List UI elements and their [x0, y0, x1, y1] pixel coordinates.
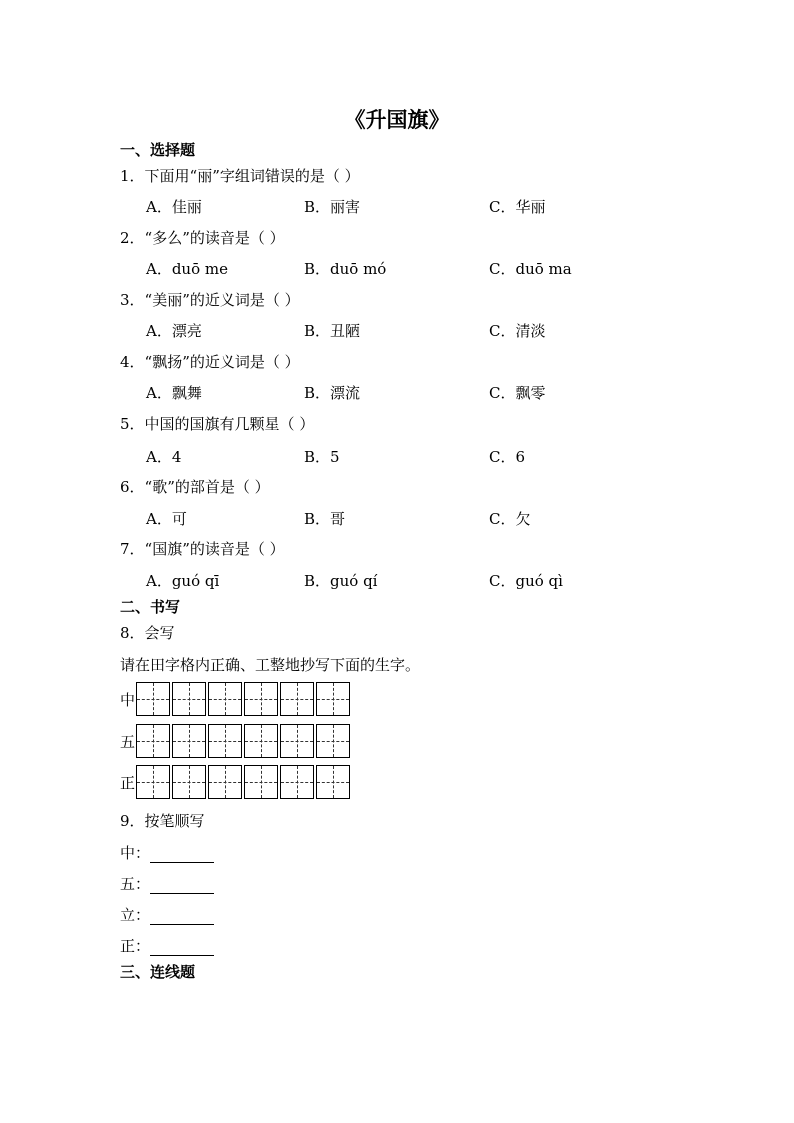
- question-stem: 6．“歌”的部首是（ ）: [120, 478, 270, 496]
- stroke-order-item: [120, 873, 214, 894]
- option-b: B．丑陋: [304, 322, 361, 340]
- stroke-order-item: [120, 842, 214, 863]
- tianzige-cell[interactable]: [244, 765, 278, 799]
- option-a: A．漂亮: [146, 322, 202, 340]
- option-b: B．丽害: [304, 198, 361, 216]
- question-stem: 4．“飘扬”的近义词是（ ）: [120, 353, 300, 371]
- tianzige-cell[interactable]: [316, 765, 350, 799]
- tianzige-cell[interactable]: [136, 724, 170, 758]
- option-c: C．华丽: [489, 198, 546, 216]
- tianzige-cell[interactable]: [208, 765, 242, 799]
- question-stem: 7．“国旗”的读音是（ ）: [120, 540, 285, 558]
- question-stem-9: 9．按笔顺写: [120, 812, 205, 830]
- answer-blank[interactable]: [150, 940, 214, 956]
- stroke-order-label: 立：: [120, 906, 151, 924]
- tianzige-cell[interactable]: [172, 682, 206, 716]
- tianzige-cell[interactable]: [244, 724, 278, 758]
- option-a: A．佳丽: [146, 198, 202, 216]
- option-c: C．清淡: [489, 322, 546, 340]
- tianzige-cell[interactable]: [208, 682, 242, 716]
- tianzige-cell[interactable]: [172, 765, 206, 799]
- question-stem: 3．“美丽”的近义词是（ ）: [120, 291, 300, 309]
- option-b: B．guó qí: [304, 572, 378, 590]
- tianzige-row: [120, 682, 352, 716]
- tianzige-cell[interactable]: [244, 682, 278, 716]
- question-stem-8: 8．会写: [120, 624, 175, 642]
- question-stem: 1．下面用“丽”字组词错误的是（ ）: [120, 167, 360, 185]
- page-title: 《升国旗》: [344, 107, 450, 132]
- stroke-order-item: [120, 904, 214, 925]
- answer-blank[interactable]: [150, 847, 214, 863]
- tianzige-cell[interactable]: [280, 682, 314, 716]
- stroke-order-label: 中：: [120, 844, 151, 862]
- tianzige-row: [120, 765, 352, 799]
- writing-instruction: 请在田字格内正确、工整地抄写下面的生字。: [120, 656, 421, 674]
- answer-blank[interactable]: [150, 909, 214, 925]
- option-c: C．欠: [489, 510, 531, 528]
- answer-blank[interactable]: [150, 878, 214, 894]
- question-stem: 2．“多么”的读音是（ ）: [120, 229, 285, 247]
- tianzige-cell[interactable]: [280, 724, 314, 758]
- option-b: B．漂流: [304, 384, 361, 402]
- practice-character: 五: [120, 732, 136, 751]
- option-b: B．5: [304, 448, 340, 466]
- tianzige-cell[interactable]: [316, 682, 350, 716]
- option-a: A．guó qī: [146, 572, 220, 590]
- option-c: C．duō ma: [489, 260, 572, 278]
- tianzige-cell[interactable]: [136, 682, 170, 716]
- tianzige-cells: [136, 724, 352, 758]
- tianzige-cell[interactable]: [172, 724, 206, 758]
- tianzige-cells: [136, 682, 352, 716]
- practice-character: 中: [120, 690, 136, 709]
- stroke-order-label: 五：: [120, 875, 151, 893]
- question-stem: 5．中国的国旗有几颗星（ ）: [120, 415, 315, 433]
- option-b: B．duō mó: [304, 260, 387, 278]
- option-c: C．guó qì: [489, 572, 563, 590]
- section-heading-choice: 一、选择题: [120, 141, 196, 159]
- section-heading-matching: 三、连线题: [120, 963, 196, 981]
- option-a: A．4: [146, 448, 182, 466]
- tianzige-cell[interactable]: [280, 765, 314, 799]
- option-c: C．飘零: [489, 384, 546, 402]
- option-a: A．duō me: [146, 260, 228, 278]
- option-a: A．可: [146, 510, 187, 528]
- tianzige-row: [120, 724, 352, 758]
- option-b: B．哥: [304, 510, 346, 528]
- option-a: A．飘舞: [146, 384, 202, 402]
- stroke-order-item: [120, 935, 214, 956]
- tianzige-cells: [136, 765, 352, 799]
- tianzige-cell[interactable]: [208, 724, 242, 758]
- tianzige-cell[interactable]: [136, 765, 170, 799]
- section-heading-writing: 二、书写: [120, 598, 181, 616]
- option-c: C．6: [489, 448, 526, 466]
- stroke-order-label: 正：: [120, 937, 151, 955]
- practice-character: 正: [120, 773, 136, 792]
- tianzige-cell[interactable]: [316, 724, 350, 758]
